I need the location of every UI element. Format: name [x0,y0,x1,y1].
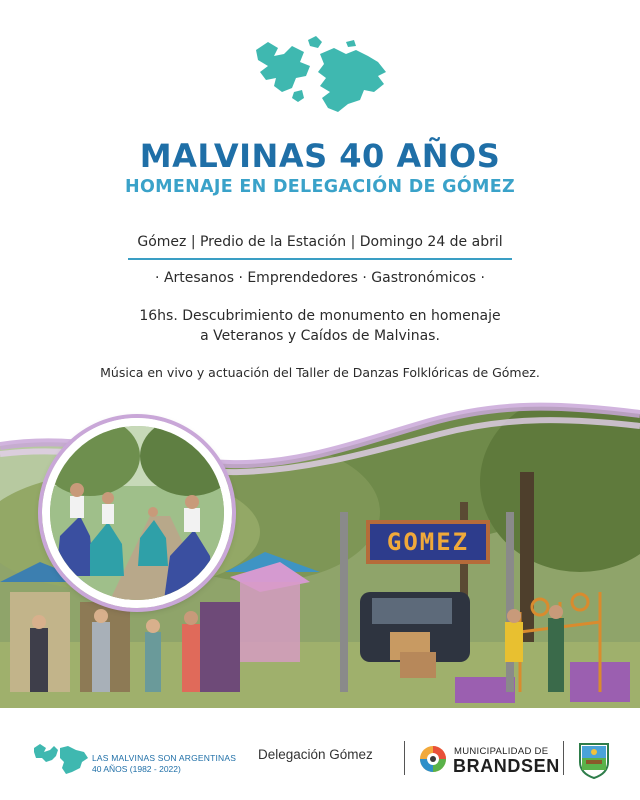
footer-divider [404,741,405,775]
dancers-photo [42,418,232,608]
malvinas-islands-icon [32,740,90,778]
campaign-line-2: 40 AÑOS (1982 - 2022) [92,764,181,774]
page-subtitle: HOMENAJE EN DELEGACIÓN DE GÓMEZ [125,177,515,197]
footer-divider [563,741,564,775]
event-description [0,306,640,346]
event-line-2: a Veteranos y Caídos de Malvinas. [200,328,440,344]
municipality-logo-icon [418,744,448,774]
delegation-label: Delegación Gómez [258,747,373,762]
page-title: MALVINAS 40 AÑOS [139,137,501,175]
event-info: Gómez | Predio de la Estación | Domingo 24 de abril [137,234,503,250]
campaign-line-1: LAS MALVINAS SON ARGENTINAS [92,753,237,763]
coat-of-arms-icon [576,738,612,780]
music-note: Música en vivo y actuación del Taller de Danzas Folklóricas de Gómez. [100,365,540,380]
divider [128,258,512,260]
malvinas-islands-icon [248,32,392,118]
event-line-1: 16hs. Descubrimiento de monumento en homenaje [139,308,501,324]
municipality-label: MUNICIPALIDAD DE [454,746,549,757]
footer [0,708,640,800]
gomez-sign: GOMEZ [366,520,490,564]
municipality-name: BRANDSEN [453,756,560,776]
event-tags: · Artesanos · Emprendedores · Gastronómicos · [155,270,485,286]
